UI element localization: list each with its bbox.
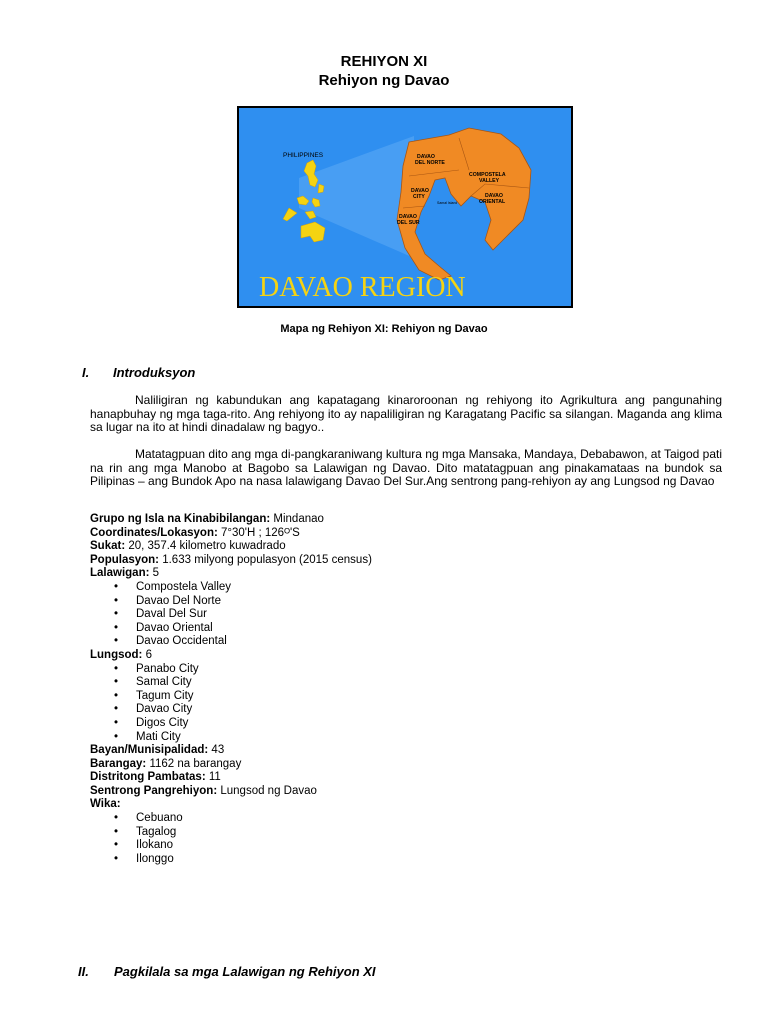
list-item: • Ilokano <box>90 839 690 853</box>
section-number: II. <box>78 964 89 979</box>
fact-label: Sentrong Pangrehiyon: <box>90 784 218 797</box>
list-item: • Compostela Valley <box>90 581 690 595</box>
fact-label: Lungsod: <box>90 648 143 661</box>
fact-sentro <box>90 785 690 799</box>
fact-lalawigan <box>90 567 690 581</box>
section-title: Pagkilala sa mga Lalawigan ng Rehiyon XI <box>114 964 376 979</box>
map-label-davao-del-sur: DAVAO <box>399 214 417 220</box>
map-label-davao-oriental-2: ORIENTAL <box>479 199 506 205</box>
fact-value: 11 <box>208 771 221 784</box>
fact-distrito <box>90 771 690 785</box>
map-label-compostela: COMPOSTELA <box>469 172 506 178</box>
fact-label: Sukat: <box>90 540 126 553</box>
map-label-davao-del-norte: DAVAO <box>417 154 435 160</box>
intro-paragraph-1: Naliligiran ng kabundukan ang kapatagang kinaroroonan ng rehiyong ito Agrikultura ang pangunahing hanapbuhay ng mga taga-rito. Ang rehiyong ito ay napaliligiran ng Karagatang Pacific sa silangan. Maganda ang klima sa lugar na ito at hindi dinadalaw ng bagyo.. <box>90 393 722 434</box>
intro-paragraph-2: Matatagpuan dito ang mga di-pangkaraniwang kultura ng mga Mansaka, Mandaya, Debabawon, at Taigod pati na rin ang mga Manobo at Bagobo sa Lalawigan ng Davao. Dito matatagpuan ang pinakamataas na bundok sa Pilipinas – ang Bundok Apo na nasa lalawigang Davao Del Sur.Ang sentrong pang-rehiyon ay ang Lungsod ng Davao <box>90 447 722 488</box>
section-number: I. <box>82 365 90 380</box>
wika-list <box>90 812 690 866</box>
list-item: • Davao Oriental <box>90 622 690 636</box>
fact-label: Populasyon: <box>90 553 160 566</box>
fact-lungsod <box>90 649 690 663</box>
map-label-samal: Samal Island <box>437 201 458 205</box>
list-item: • Mati City <box>90 731 690 745</box>
section-title: Introduksyon <box>113 365 196 380</box>
list-item: • Samal City <box>90 676 690 690</box>
list-item: • Daval Del Sur <box>90 608 690 622</box>
list-item: • Cebuano <box>90 812 690 826</box>
fact-label: Wika: <box>90 798 121 811</box>
lungsod-list <box>90 663 690 745</box>
fact-label: Lalawigan: <box>90 567 150 580</box>
map-label-davao-city: DAVAO <box>411 188 429 194</box>
fact-coordinates <box>90 527 690 541</box>
list-item: • Ilonggo <box>90 853 690 867</box>
list-item: • Davao Del Norte <box>90 595 690 609</box>
list-item: • Davao Occidental <box>90 635 690 649</box>
fact-value: 20, 357.4 kilometro kuwadrado <box>128 540 286 553</box>
fact-wika <box>90 798 690 812</box>
davao-region-shape <box>397 128 531 280</box>
fact-grupo <box>90 513 690 527</box>
fact-value: 43 <box>211 744 225 757</box>
fact-value: 6 <box>145 648 152 661</box>
davao-region-map <box>237 106 573 308</box>
map-caption: Mapa ng Rehiyon XI: Rehiyon ng Davao <box>280 323 488 335</box>
map-label-compostela-2: VALLEY <box>479 178 500 184</box>
list-item: • Panabo City <box>90 663 690 677</box>
fact-label: Bayan/Munisipalidad: <box>90 744 209 757</box>
fact-value: Mindanao <box>273 513 324 525</box>
document-title: REHIYON XI <box>340 53 428 70</box>
fact-bayan <box>90 744 690 758</box>
map-label-davao-del-sur-2: DEL SUR <box>397 220 420 226</box>
list-item: • Davao City <box>90 703 690 717</box>
document-subtitle: Rehiyon ng Davao <box>318 72 450 89</box>
fact-value: 5 <box>152 567 160 580</box>
map-banner: DAVAO REGION <box>259 272 466 303</box>
fact-value: Lungsod ng Davao <box>220 784 317 797</box>
lalawigan-list <box>90 581 690 649</box>
map-label-davao-city-2: CITY <box>413 194 425 200</box>
list-item: • Tagum City <box>90 690 690 704</box>
fact-value: 7°30'H ; 126ᴼ'S <box>221 526 300 539</box>
map-label-philippines: PHILIPPINES <box>283 152 324 159</box>
fact-barangay <box>90 758 690 772</box>
map-label-davao-oriental: DAVAO <box>485 193 503 199</box>
map-label-davao-del-norte-2: DEL NORTE <box>415 160 445 166</box>
fact-sukat <box>90 540 690 554</box>
fact-label: Grupo ng Isla na Kinabibilangan: <box>90 513 271 525</box>
fact-label: Distritong Pambatas: <box>90 771 206 784</box>
region-facts <box>90 513 690 866</box>
list-item: • Digos City <box>90 717 690 731</box>
fact-value: 1162 na barangay <box>149 757 242 770</box>
fact-value: 1.633 milyong populasyon (2015 census) <box>162 553 372 566</box>
fact-label: Coordinates/Lokasyon: <box>90 526 218 539</box>
list-item: • Tagalog <box>90 826 690 840</box>
fact-populasyon <box>90 554 690 568</box>
fact-label: Barangay: <box>90 757 147 770</box>
